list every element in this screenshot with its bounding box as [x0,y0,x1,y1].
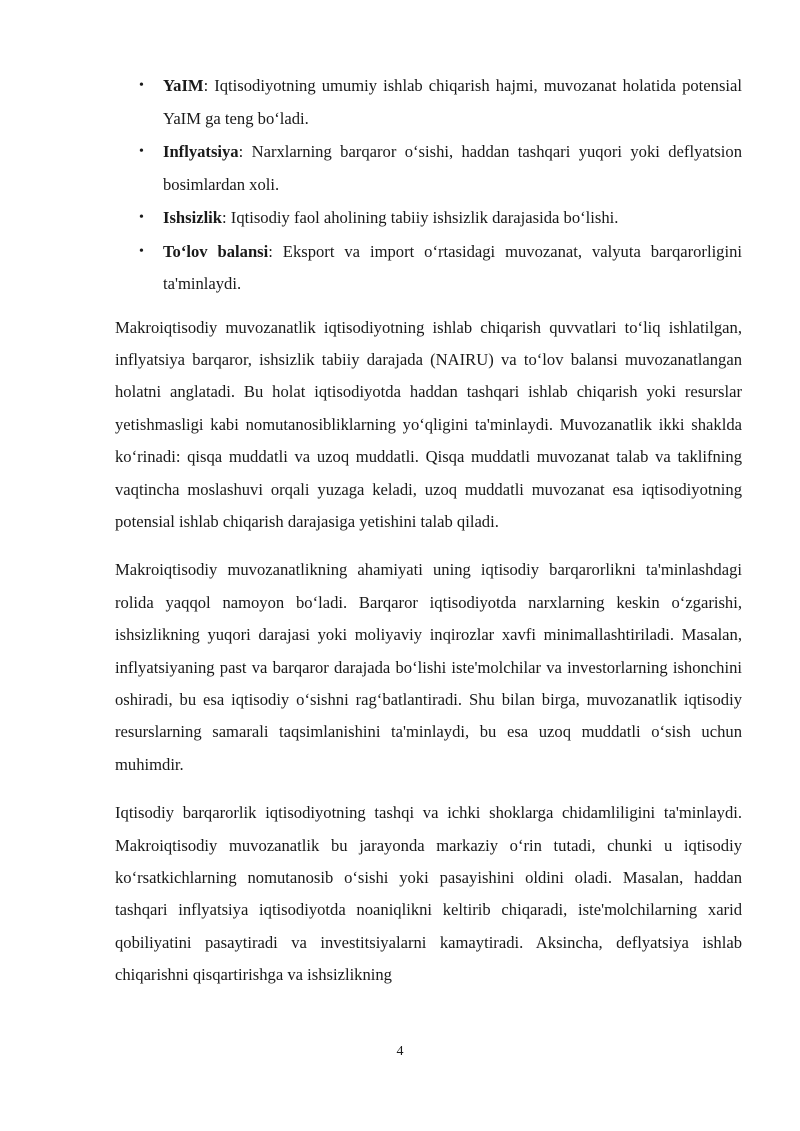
bullet-term: Ishsizlik [163,208,223,227]
bullet-term: To‘lov balansi [163,241,269,261]
body-paragraph: Makroiqtisodiy muvozanatlik iqtisodiyotning ishlab chiqarish quvvatlari to‘liq ishlatilgan, inflyatsiya barqaror, ishsizlik tabiiy darajada (NAIRU) va to‘lov balansi muvozanatlangan holatni anglatadi. Bu holat iqtisodiyotda haddan tashqari ishlab chiqarish yoki resurslar yetishmasligi kabi nomutanosibliklarning yo‘qligini ta'minlaydi. Muvozanatlik ikki shaklda ko‘rinadi: qisqa muddatli va uzoq muddatli. Qisqa muddatli muvozanat talab va taklifning vaqtincha moslashuvi orqali yuzaga keladi, uzoq muddatli muvozanat esa iqtisodiyotning potensial ishlab chiqarish darajasiga yetishini talab qiladi. [115,317,742,531]
body-paragraph: Makroiqtisodiy muvozanatlikning ahamiyati uning iqtisodiy barqarorlikni ta'minlashdagi rolida yaqqol namoyon bo‘ladi. Barqaror iqtisodiyotda narxlarning keskin o‘zgarishi, ishsizlikning yuqori darajasi yoki moliyaviy inqirozlar xavfi minimallashtiriladi. Masalan, inflyatsiyaning past va barqaror darajada bo‘lishi iste'molchilar va investorlarning ishonchini oshiradi, bu esa iqtisodiy o‘sishni rag‘batlantiradi. Shu bilan birga, muvozanatlik iqtisodiy resurslarning samarali taqsimlanishini ta'minlaydi, bu esa uzoq muddatli o‘sish uchun muhimdir. [115,560,742,774]
list-item [115,202,742,235]
bullet-dot-icon: • [139,144,144,159]
bullet-dot-icon: • [139,243,144,259]
bullet-list [115,70,742,301]
list-item [115,136,742,201]
bullet-dot-icon: • [139,210,144,225]
bullet-term: YaIM [163,76,204,95]
document-page [115,70,742,992]
bullet-dot-icon: • [139,78,144,93]
list-item [115,70,742,135]
bullet-text: : Eksport va import o‘rtasidagi muvozanat, valyuta barqarorligini ta'minlaydi. [163,241,742,293]
list-item [115,236,742,301]
body-paragraph: Iqtisodiy barqarorlik iqtisodiyotning tashqi va ichki shoklarga chidamliligini ta'minlaydi. Makroiqtisodiy muvozanatlik bu jarayonda markaziy o‘rin tutadi, chunki u iqtisodiy ko‘rsatkichlarning nomutanosib o‘sishi yoki pasayishini oldini oladi. Masalan, haddan tashqari inflyatsiya iqtisodiyotda noaniqlikni keltirib chiqaradi, iste'molchilarning xarid qobiliyatini pasaytiradi va investitsiyalarni kamaytiradi. Aksincha, deflyatsiya ishlab chiqarishni qisqartirishga va ishsizlikning [115,803,742,985]
bullet-text: : Iqtisodiy faol aholining tabiiy ishsizlik darajasida bo‘lishi. [222,208,619,227]
bullet-term: Inflyatsiya [163,142,239,161]
bullet-text: : Narxlarning barqaror o‘sishi, haddan tashqari yuqori yoki deflyatsion bosimlardan xoli. [163,142,742,194]
page-number: 4 [396,1044,404,1059]
bullet-text: : Iqtisodiyotning umumiy ishlab chiqarish hajmi, muvozanat holatida potensial YaIM ga teng bo‘ladi. [163,76,742,128]
